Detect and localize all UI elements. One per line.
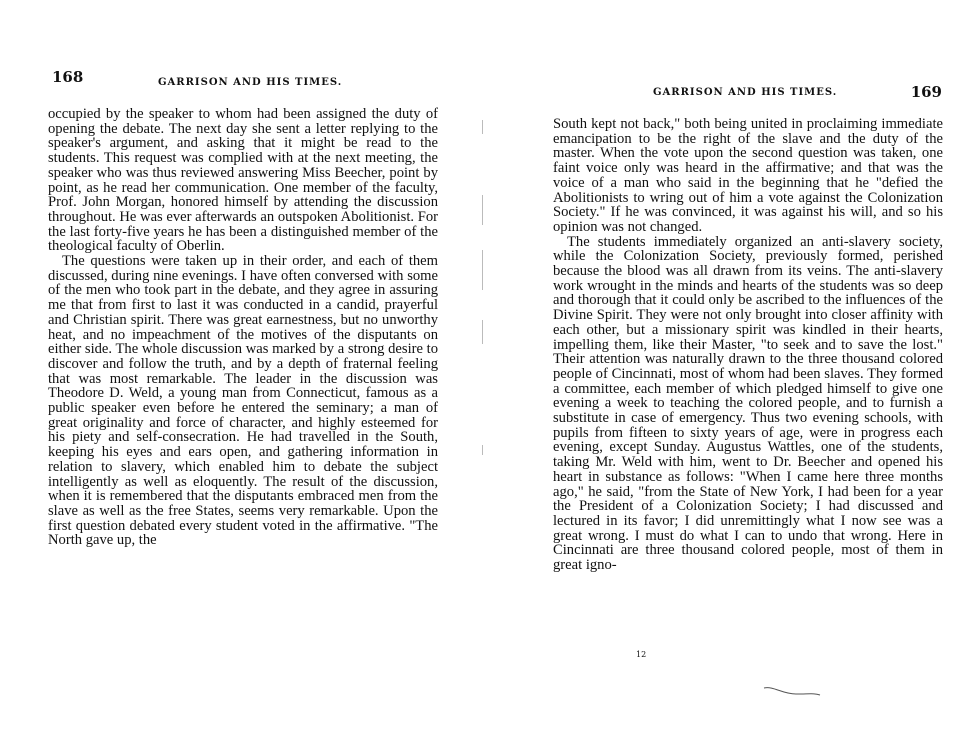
left-page-body xyxy=(48,107,438,548)
gutter-mark xyxy=(482,120,483,134)
left-running-head: GARRISON AND HIS TIMES. xyxy=(158,77,343,88)
gutter-mark xyxy=(482,445,483,455)
right-running-head: GARRISON AND HIS TIMES. xyxy=(653,87,838,98)
left-paragraph-2: The questions were taken up in their order, and each of them discussed, during nine evenings. I have often conversed with some of the men who took part in the debate, and they agree in assuring me that from first to last it was conducted in a candid, prayerful and Christian spirit. There was great earnestness, but no unworthy heat, and no impeachment of the motives of the disputants on either side. The whole discussion was marked by a strong desire to discover and follow the truth, and by a depth of fraternal feeling that was most remarkable. The leader in the discussion was Theodore D. Weld, a young man from Connecticut, famous as a public speaker even before he entered the seminary; a man of great originality and force of character, and highly esteemed for his piety and self-consecration. He had travelled in the South, keeping his eyes and ears open, and gathering information in relation to slavery, which enabled him to debate the subject intelligently as well as eloquently. The result of the discussion, when it is remembered that the disputants embraced men from the slave as well as the free States, seems very remarkable. Upon the first question debated every student voted in the affirmative. "The North gave up, the xyxy=(48,253,438,549)
right-paragraph-1: South kept not back," both being united in proclaiming immediate emancipation to be the right of the slave and the duty of the master. When the vote upon the second question was taken, one faint voice only was heard in the affirmative; and that was the voice of a man who said in the beginning that he "defied the Abolitionists to wring out of him a vote against the Colonization Society." If he was convinced, it was against his will, and so his opinion was not changed. xyxy=(553,116,943,235)
right-page-number: 169 xyxy=(910,83,942,101)
right-page-body xyxy=(553,117,943,573)
gutter-mark xyxy=(482,250,483,290)
right-page xyxy=(490,0,980,743)
gutter-mark xyxy=(482,320,483,344)
left-paragraph-1: occupied by the speaker to whom had been assigned the duty of opening the debate. The next day she sent a letter replying to the speaker's argument, and asking that it might be read to the students. This request was complied with at the next meeting, the speaker who was thus reviewed answering Miss Beecher, point by point, as he read her communication. One member of the faculty, Prof. John Morgan, honored himself by attending the discussion throughout. He was ever afterwards an outspoken Abolitionist. For the last forty-five years he has been a distinguished member of the theological faculty of Oberlin. xyxy=(48,106,438,255)
signature-mark: 12 xyxy=(636,650,647,659)
pencil-mark-icon xyxy=(762,684,822,698)
right-paragraph-2: The students immediately organized an anti-slavery society, while the Colonization Society, previously formed, perished because the blood was all drawn from its veins. The anti-slavery work wrought in the minds and hearts of the students was so deep and thorough that it could only be ascribed to the influences of the Divine Spirit. They were not only brought into closer affinity with each other, but a missionary spirit was kindled in their hearts, impelling them, like their Master, "to seek and to save the lost." Their attention was naturally drawn to the three thousand colored people of Cincinnati, most of whom had been slaves. They formed a committee, each member of which pledged himself to give one evening a week to teaching the colored people, and to furnish a substitute in case of emergency. Thus two evening schools, with pupils from fifteen to sixty years of age, were in progress each evening, except Sunday. Augustus Wattles, one of the students, taking Mr. Weld with him, went to Dr. Beecher and opened his heart in substance as follows: "When I came here three months ago," he said, "from the State of New York, I had been for a year the President of a Colonization Society; I had discussed and lectured in its favor; I did unremittingly what I now see was a great wrong. I must do what I can to undo that wrong. Here in Cincinnati are three thousand colored people, most of them in great igno- xyxy=(553,233,943,574)
left-page-number: 168 xyxy=(52,68,84,86)
gutter-mark xyxy=(482,195,483,225)
